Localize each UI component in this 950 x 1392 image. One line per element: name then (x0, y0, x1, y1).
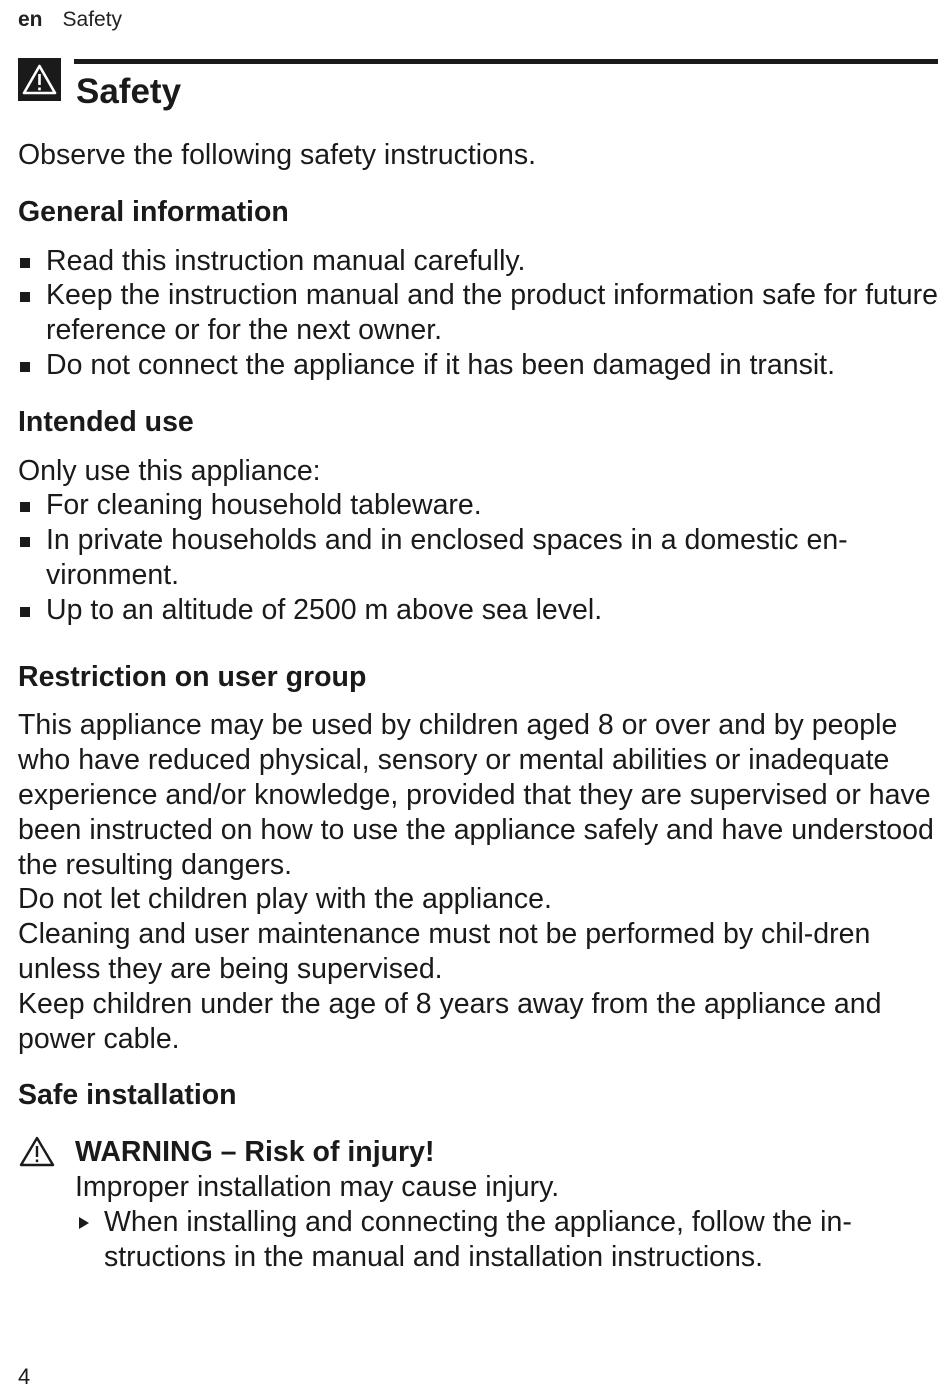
warning-triangle-icon (18, 1135, 56, 1178)
intro-text: Observe the following safety instructions. (18, 139, 536, 171)
warning-text: Improper installation may cause injury. (75, 1170, 560, 1203)
language-code: en (18, 8, 43, 31)
restriction-paragraph: Keep children under the age of 8 years away from the appliance and power cable. (18, 987, 882, 1055)
restriction-body (18, 708, 938, 1056)
list-item: Up to an altitude of 2500 m above sea level. (18, 593, 938, 628)
warning-triangle-icon (18, 58, 61, 101)
restriction-paragraph: Do not let children play with the appliance. (18, 883, 552, 916)
restriction-paragraph: Cleaning and user maintenance must not be performed by chil-dren unless they are being supervised. (18, 918, 871, 985)
installation-heading: Safe installation (18, 1079, 237, 1112)
running-header (18, 8, 122, 32)
header-section: Safety (62, 8, 123, 31)
page-number: 4 (18, 1364, 31, 1389)
page-content (18, 138, 938, 1274)
action-text: When installing and connecting the appliance, follow the in-structions in the manual and installation instructions. (104, 1205, 852, 1273)
header-rule (74, 59, 938, 64)
page-title: Safety (76, 72, 182, 111)
list-item: Keep the instruction manual and the product information safe for future reference or for the next owner. (18, 278, 938, 348)
list-item: Do not connect the appliance if it has been damaged in transit. (18, 348, 938, 383)
general-heading: General information (18, 195, 289, 228)
action-step (75, 1205, 938, 1275)
intended-heading: Intended use (18, 405, 194, 438)
list-item: Read this instruction manual carefully. (18, 244, 938, 279)
intended-list (18, 488, 938, 627)
list-item: In private households and in enclosed spaces in a domestic en-vironment. (18, 523, 938, 593)
restriction-heading: Restriction on user group (18, 660, 367, 693)
intended-lead: Only use this appliance: (18, 454, 321, 487)
warning-block (18, 1135, 938, 1274)
warning-title: WARNING – Risk of injury! (75, 1136, 435, 1169)
arrow-right-icon (79, 1217, 89, 1229)
general-list (18, 244, 938, 383)
list-item: For cleaning household tableware. (18, 488, 938, 523)
restriction-paragraph: This appliance may be used by children aged 8 or over and by people who have reduced physical, sensory or mental abilities or inadequate experience and/or knowledge, provided that they are supervised or have been instructed on how to use the appliance safely and have understood the resulting dangers. (18, 709, 934, 881)
